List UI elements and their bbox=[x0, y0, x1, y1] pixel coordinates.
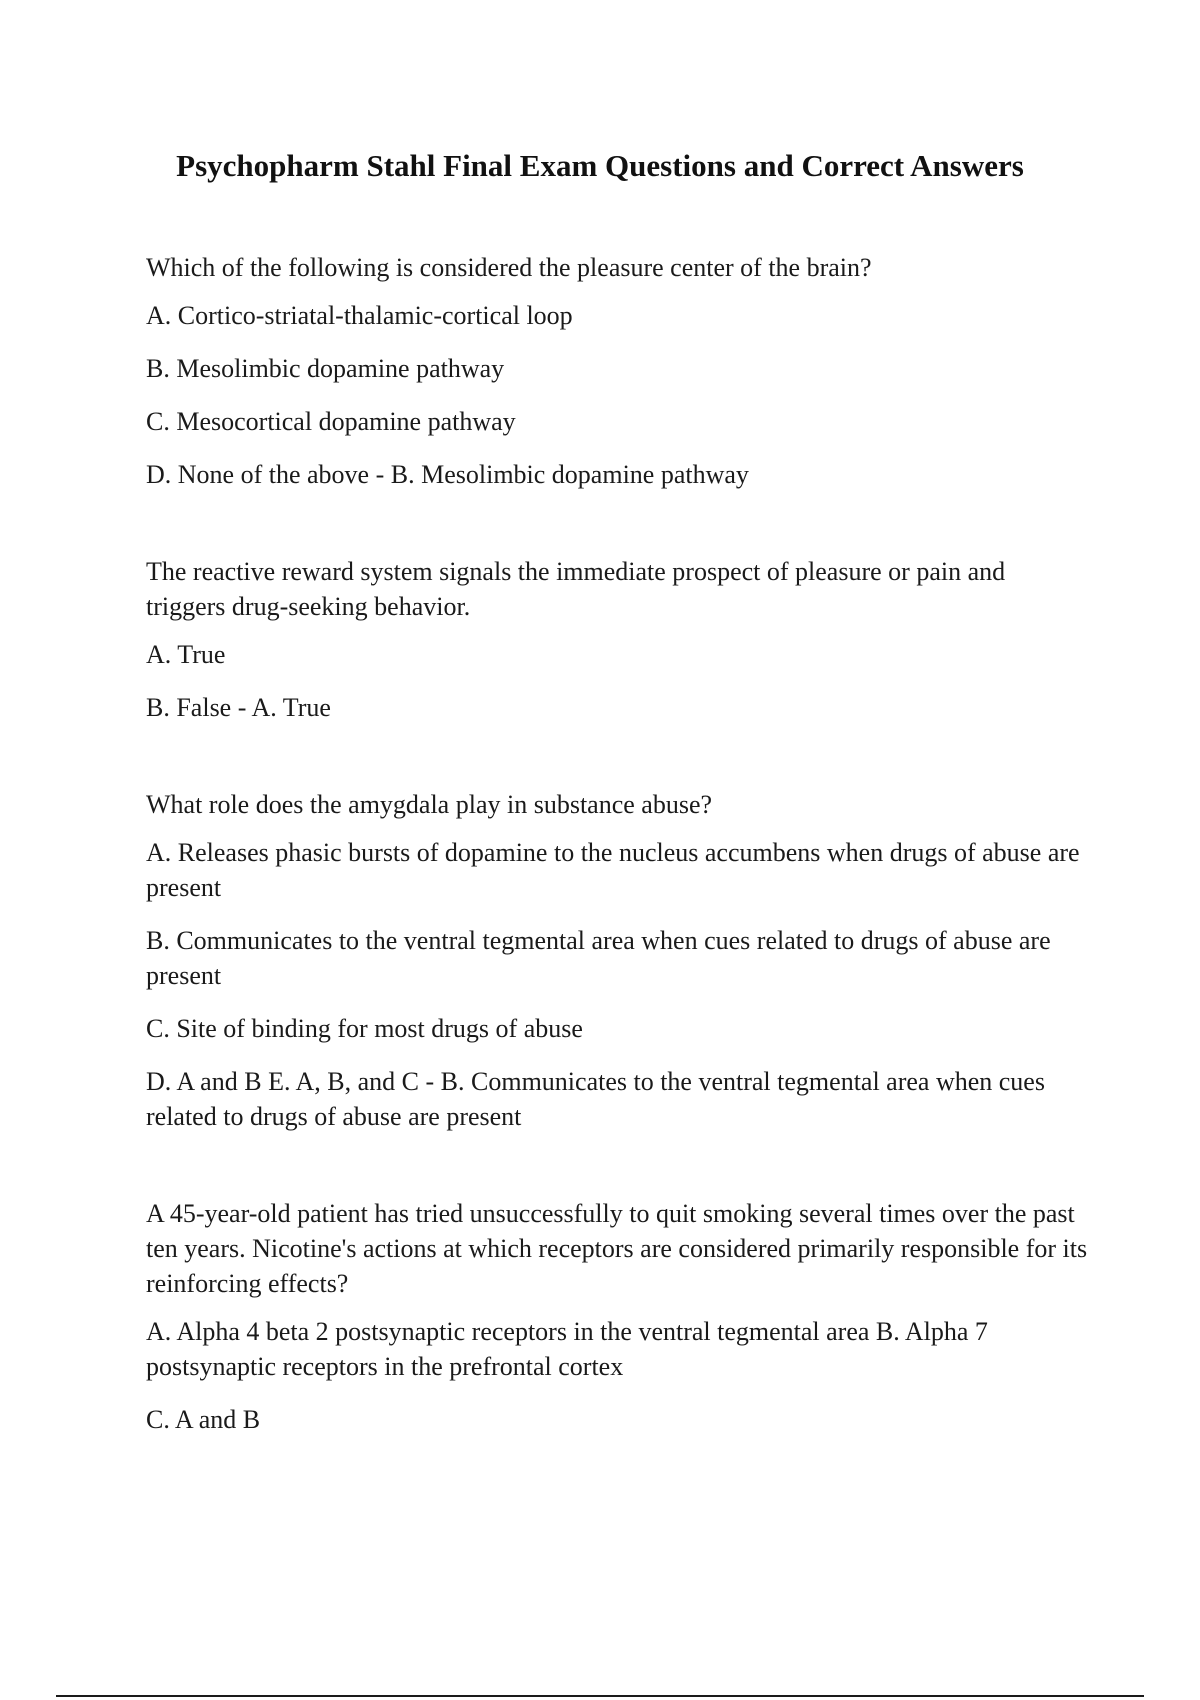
option-a: A. True bbox=[146, 640, 226, 669]
option-d-with-answer: D. A and B E. A, B, and C - B. Communicates to the ventral tegmental area when cues related to drugs of abuse are present bbox=[146, 1067, 1045, 1131]
option-a-b: A. Alpha 4 beta 2 postsynaptic receptors in the ventral tegmental area B. Alpha 7 postsynaptic receptors in the prefrontal cortex bbox=[146, 1317, 988, 1381]
question-2 bbox=[146, 554, 1091, 725]
question-text: A 45-year-old patient has tried unsuccessfully to quit smoking several times over the past ten years. Nicotine's actions at which receptors are considered primarily responsible for its reinforcing effects? bbox=[146, 1199, 1088, 1298]
question-4 bbox=[146, 1196, 1091, 1437]
option-c: C. Mesocortical dopamine pathway bbox=[146, 407, 516, 436]
document-title: Psychopharm Stahl Final Exam Questions and Correct Answers bbox=[176, 148, 1024, 183]
question-text: The reactive reward system signals the immediate prospect of pleasure or pain and triggers drug-seeking behavior. bbox=[146, 557, 1006, 621]
questions-list bbox=[146, 250, 1091, 1437]
option-a: A. Cortico-striatal-thalamic-cortical loop bbox=[146, 301, 573, 330]
option-c: C. A and B bbox=[146, 1405, 261, 1434]
question-1 bbox=[146, 250, 1091, 492]
option-a: A. Releases phasic bursts of dopamine to the nucleus accumbens when drugs of abuse are present bbox=[146, 838, 1080, 902]
option-c: C. Site of binding for most drugs of abuse bbox=[146, 1014, 583, 1043]
option-b-with-answer: B. False - A. True bbox=[146, 693, 331, 722]
question-text: Which of the following is considered the pleasure center of the brain? bbox=[146, 253, 872, 282]
question-text: What role does the amygdala play in substance abuse? bbox=[146, 790, 713, 819]
footer-divider bbox=[56, 1695, 1144, 1697]
option-b: B. Communicates to the ventral tegmental area when cues related to drugs of abuse are present bbox=[146, 926, 1051, 990]
option-d-with-answer: D. None of the above - B. Mesolimbic dopamine pathway bbox=[146, 460, 749, 489]
option-b: B. Mesolimbic dopamine pathway bbox=[146, 354, 505, 383]
question-3 bbox=[146, 787, 1091, 1134]
